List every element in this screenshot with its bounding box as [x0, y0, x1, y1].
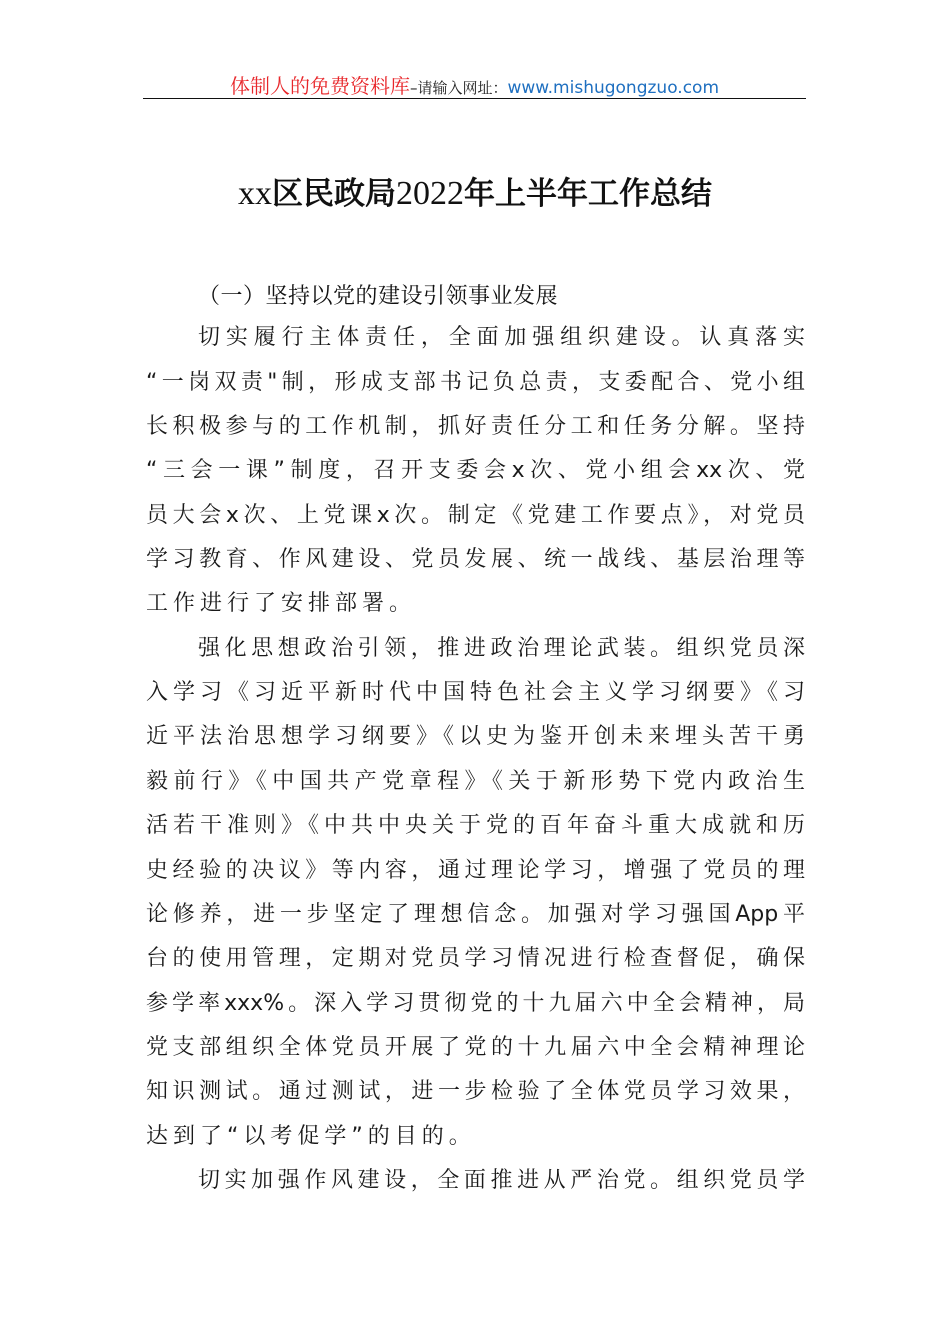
site-banner [143, 70, 806, 100]
section-heading: （一）坚持以党的建设引领事业发展 [198, 284, 559, 309]
document-title [0, 168, 950, 213]
paragraph-line: 强化思想政治引领，推进政治理论武装。组织党员深 [198, 636, 805, 661]
paragraph-line: 入学习《习近平新时代中国特色社会主义学习纲要》《习 [146, 680, 805, 705]
paragraph-line: 工作进行了安排部署。 [146, 591, 417, 616]
title-part: 2022 [396, 175, 464, 212]
paragraph-line: 切实加强作风建设，全面推进从严治党。组织党员学 [198, 1168, 805, 1193]
paragraph-line: 毅前行》《中国共产党章程》《关于新形势下党内政治生 [146, 769, 805, 794]
paragraph-line: 活若干准则》《中共中央关于党的百年奋斗重大成就和历 [146, 813, 805, 838]
paragraph-line: 学习教育、作风建设、党员发展、统一战线、基层治理等 [146, 547, 805, 572]
paragraph-line: “三会一课”制度，召开支委会x次、党小组会xx次、党 [146, 458, 805, 483]
paragraph-line: “一岗双责"制，形成支部书记负总责，支委配合、党小组 [146, 370, 805, 395]
paragraph-line: 员大会x次、上党课x次。制定《党建工作要点》，对党员 [146, 503, 805, 528]
paragraph-line: 知识测试。通过测试，进一步检验了全体党员学习效果， [146, 1079, 805, 1104]
paragraph-line: 切实履行主体责任，全面加强组织建设。认真落实 [198, 325, 805, 350]
header-divider [143, 98, 806, 99]
title-part: xx [238, 175, 272, 212]
banner-brand: 体制人的免费资料库 [229, 74, 410, 98]
paragraph-line: 近平法治思想学习纲要》《以史为鉴开创未来埋头苦干勇 [146, 724, 805, 749]
title-part: 区民政局 [272, 176, 396, 212]
banner-url-link[interactable]: www.mishugongzuo.com [507, 78, 720, 98]
paragraph-line: 达到了“以考促学”的目的。 [146, 1124, 476, 1149]
paragraph-line: 台的使用管理，定期对党员学习情况进行检查督促，确保 [146, 946, 805, 971]
paragraph-line: 论修养，进一步坚定了理想信念。加强对学习强国App平 [146, 902, 805, 927]
banner-prompt: –请输入网址： [409, 79, 508, 97]
title-part: 年上半年工作总结 [464, 176, 712, 212]
paragraph-line: 参学率xxx%。深入学习贯彻党的十九届六中全会精神，局 [146, 991, 805, 1016]
paragraph-line: 党支部组织全体党员开展了党的十九届六中全会精神理论 [146, 1035, 805, 1060]
paragraph-line: 史经验的决议》等内容，通过理论学习，增强了党员的理 [146, 858, 805, 883]
paragraph-line: 长积极参与的工作机制，抓好责任分工和任务分解。坚持 [146, 414, 805, 439]
